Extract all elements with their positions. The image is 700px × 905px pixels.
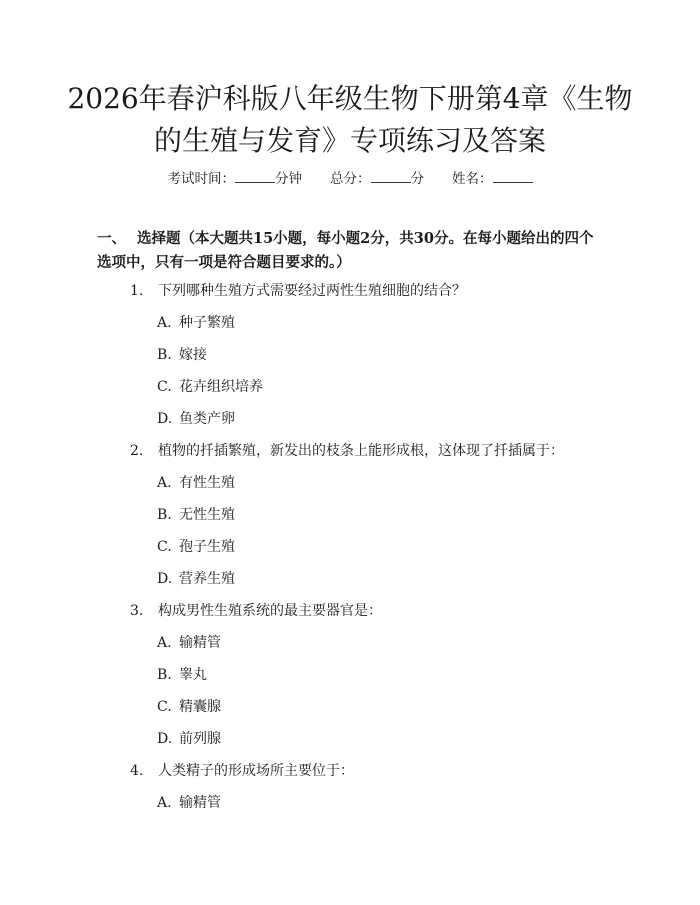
section-number: 一、 bbox=[97, 230, 126, 247]
exam-time-unit: 分钟 bbox=[275, 171, 302, 187]
option-letter: D. bbox=[157, 411, 173, 427]
option-text: 精囊腺 bbox=[179, 699, 221, 715]
option-letter: C. bbox=[157, 699, 172, 715]
option-text: 嫁接 bbox=[179, 347, 207, 363]
question-text: 人类精子的形成场所主要位于： bbox=[158, 763, 354, 779]
question-number: 1. bbox=[130, 283, 144, 299]
question-4 bbox=[130, 761, 630, 781]
total-score-unit: 分 bbox=[410, 171, 424, 187]
question-1-option-c[interactable] bbox=[157, 377, 597, 397]
option-text: 睾丸 bbox=[179, 667, 207, 683]
question-2-option-a[interactable] bbox=[157, 473, 597, 493]
option-letter: C. bbox=[157, 539, 172, 555]
question-text: 植物的扦插繁殖，新发出的枝条上能形成根，这体现了扦插属于： bbox=[158, 443, 564, 459]
option-letter: D. bbox=[157, 731, 173, 747]
option-letter: A. bbox=[157, 315, 172, 331]
option-text: 输精管 bbox=[179, 635, 221, 651]
student-name-blank[interactable] bbox=[493, 168, 533, 183]
question-1-option-b[interactable] bbox=[157, 345, 597, 365]
option-letter: B. bbox=[157, 667, 172, 683]
question-number: 4. bbox=[130, 763, 144, 779]
option-letter: A. bbox=[157, 635, 172, 651]
question-1-option-a[interactable] bbox=[157, 313, 597, 333]
option-text: 鱼类产卵 bbox=[179, 411, 235, 427]
option-text: 输精管 bbox=[179, 795, 221, 811]
student-name-field bbox=[452, 168, 533, 189]
question-3-option-b[interactable] bbox=[157, 665, 597, 685]
total-score-label: 总分： bbox=[330, 171, 371, 187]
question-number: 2. bbox=[130, 443, 144, 459]
option-text: 无性生殖 bbox=[179, 507, 235, 523]
question-text: 下列哪种生殖方式需要经过两性生殖细胞的结合？ bbox=[158, 283, 466, 299]
option-text: 营养生殖 bbox=[179, 571, 235, 587]
option-letter: B. bbox=[157, 347, 172, 363]
question-2 bbox=[130, 441, 630, 461]
total-score-field bbox=[330, 168, 424, 189]
section-heading bbox=[97, 227, 607, 275]
option-letter: A. bbox=[157, 795, 172, 811]
option-text: 前列腺 bbox=[179, 731, 221, 747]
option-letter: C. bbox=[157, 379, 172, 395]
document-title: 2026年春沪科版八年级生物下册第4章《生物的生殖与发育》专项练习及答案 bbox=[67, 82, 633, 157]
question-1 bbox=[130, 281, 630, 301]
option-text: 种子繁殖 bbox=[179, 315, 235, 331]
total-score-blank[interactable] bbox=[371, 168, 411, 183]
question-3-option-a[interactable] bbox=[157, 633, 597, 653]
question-number: 3. bbox=[130, 603, 144, 619]
student-name-label: 姓名： bbox=[452, 171, 493, 187]
option-letter: A. bbox=[157, 475, 172, 491]
question-3 bbox=[130, 601, 630, 621]
question-3-option-c[interactable] bbox=[157, 697, 597, 717]
section-text: 选择题（本大题共15小题，每小题2分，共30分。在每小题给出的四个选项中，只有一项是符合题目要求的。） bbox=[97, 230, 594, 271]
question-2-option-d[interactable] bbox=[157, 569, 597, 589]
question-2-option-b[interactable] bbox=[157, 505, 597, 525]
question-3-option-d[interactable] bbox=[157, 729, 597, 749]
question-4-option-a[interactable] bbox=[157, 793, 597, 813]
option-text: 孢子生殖 bbox=[179, 539, 235, 555]
question-1-option-d[interactable] bbox=[157, 409, 597, 429]
exam-time-field bbox=[168, 168, 303, 189]
option-text: 花卉组织培养 bbox=[179, 379, 263, 395]
question-text: 构成男性生殖系统的最主要器官是： bbox=[158, 603, 382, 619]
option-text: 有性生殖 bbox=[179, 475, 235, 491]
option-letter: D. bbox=[157, 571, 173, 587]
exam-time-blank[interactable] bbox=[235, 168, 275, 183]
option-letter: B. bbox=[157, 507, 172, 523]
exam-info-line bbox=[0, 168, 700, 189]
question-2-option-c[interactable] bbox=[157, 537, 597, 557]
exam-time-label: 考试时间： bbox=[167, 171, 235, 187]
